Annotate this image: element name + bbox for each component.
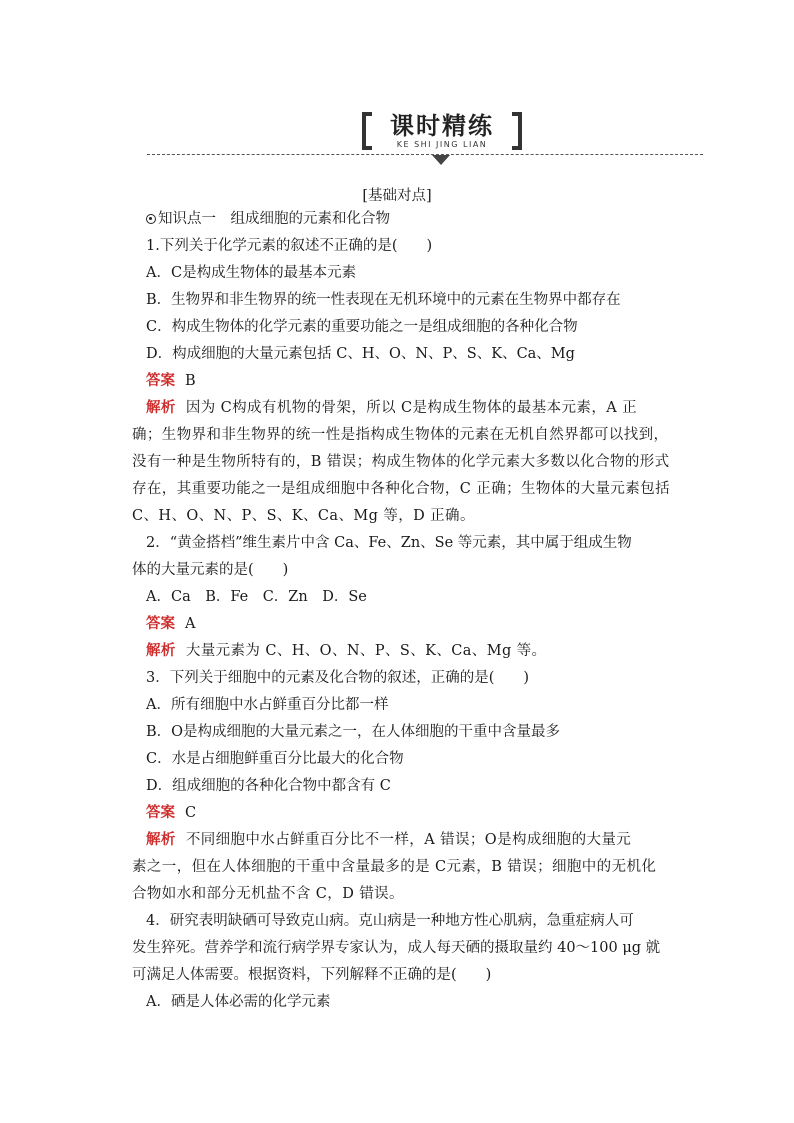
q1-analysis-line-4: 存在，其重要功能之一是组成细胞中各种化合物，C 正确；生物体的大量元素包括 xyxy=(132,481,671,497)
q1-option-d: D．构成细胞的大量元素包括 C、H、O、N、P、S、K、Ca、Mg xyxy=(146,346,575,362)
q3-option-d: D．组成细胞的各种化合物中都含有 C xyxy=(146,778,391,794)
q1-option-a: A．C是构成生物体的最基本元素 xyxy=(146,265,357,281)
q2-answer-value: A xyxy=(185,616,196,632)
target-bullet-icon xyxy=(146,214,156,224)
q2-analysis xyxy=(146,638,686,665)
q2-stem-line-2: 体的大量元素的是( ) xyxy=(132,562,289,578)
q2-options: A．Ca B．Fe C．Zn D．Se xyxy=(146,589,367,605)
q3-stem: 3．下列关于细胞中的元素及化合物的叙述，正确的是( ) xyxy=(146,670,530,686)
q3-option-c: C．水是占细胞鲜重百分比最大的化合物 xyxy=(146,751,404,767)
q3-option-a: A．所有细胞中水占鲜重百分比都一样 xyxy=(146,697,389,713)
q1-answer-value: B xyxy=(185,373,196,389)
q3-analysis-text-1: 不同细胞中水占鲜重百分比不一样，A 错误；O是构成细胞的大量元 xyxy=(185,832,632,848)
right-bracket xyxy=(512,112,522,150)
q3-option-b: B．O是构成细胞的大量元素之一，在人体细胞的干重中含量最多 xyxy=(146,724,561,740)
q1-analysis-line-2: 确；生物界和非生物界的统一性是指构成生物体的元素在无机自然界都可以找到， xyxy=(132,427,669,443)
q3-analysis-line-2: 素之一，但在人体细胞的干重中含量最多的是 C元素，B 错误；细胞中的无机化 xyxy=(132,859,657,875)
down-triangle-icon xyxy=(432,155,450,165)
q1-option-c: C．构成生物体的化学元素的重要功能之一是组成细胞的各种化合物 xyxy=(146,319,578,335)
section-title: [基础对点] xyxy=(362,188,432,204)
q1-analysis-line-3: 没有一种是生物所特有的，B 错误；构成生物体的化学元素大多数以化合物的形式 xyxy=(132,454,670,470)
q2-analysis-text: 大量元素为 C、H、O、N、P、S、K、Ca、Mg 等。 xyxy=(185,643,547,659)
header-banner xyxy=(0,112,794,172)
q4-stem-line-2: 发生猝死。营养学和流行病学界专家认为，成人每天硒的摄取量约 40～100 μg 就 xyxy=(132,940,661,956)
q4-stem-line-1: 4．研究表明缺硒可导致克山病。克山病是一种地方性心肌病，急重症病人可 xyxy=(146,913,634,929)
q1-analysis-line-1 xyxy=(146,395,686,422)
analysis-label: 解析 xyxy=(146,832,176,848)
q1-answer xyxy=(146,368,686,395)
q1-analysis-line-5: C、H、O、N、P、S、K、Ca、Mg 等，D 正确。 xyxy=(132,508,475,524)
header-divider xyxy=(147,154,703,155)
banner-subtitle: KE SHI JING LIAN xyxy=(396,140,488,149)
q3-answer xyxy=(146,800,686,827)
knowledge-point xyxy=(146,206,686,233)
q3-answer-value: C xyxy=(185,805,197,821)
q4-option-a: A．硒是人体必需的化学元素 xyxy=(146,994,331,1010)
q1-stem: 1.下列关于化学元素的叙述不正确的是( ) xyxy=(146,238,433,254)
q3-analysis-line-3: 合物如水和部分无机盐不含 C，D 错误。 xyxy=(132,886,404,902)
answer-label: 答案 xyxy=(146,805,175,821)
q1-analysis-text-1: 因为 C构成有机物的骨架，所以 C是构成生物体的最基本元素，A 正 xyxy=(185,400,637,416)
answer-label: 答案 xyxy=(146,373,175,389)
analysis-label: 解析 xyxy=(146,643,176,659)
q4-stem-line-3: 可满足人体需要。根据资料，下列解释不正确的是( ) xyxy=(132,967,492,983)
q2-answer xyxy=(146,611,686,638)
banner-title: 课时精练 xyxy=(390,112,494,140)
analysis-label: 解析 xyxy=(146,400,176,416)
q1-option-b: B．生物界和非生物界的统一性表现在无机环境中的元素在生物界中都存在 xyxy=(146,292,621,308)
left-bracket xyxy=(362,112,372,150)
q2-stem-line-1: 2．“黄金搭档”维生素片中含 Ca、Fe、Zn、Se 等元素，其中属于组成生物 xyxy=(146,535,632,551)
knowledge-point-text: 知识点一 组成细胞的元素和化合物 xyxy=(158,211,390,227)
q3-analysis-line-1 xyxy=(146,827,686,854)
answer-label: 答案 xyxy=(146,616,175,632)
exercise-content xyxy=(132,206,686,1016)
banner-title-box xyxy=(362,112,522,152)
